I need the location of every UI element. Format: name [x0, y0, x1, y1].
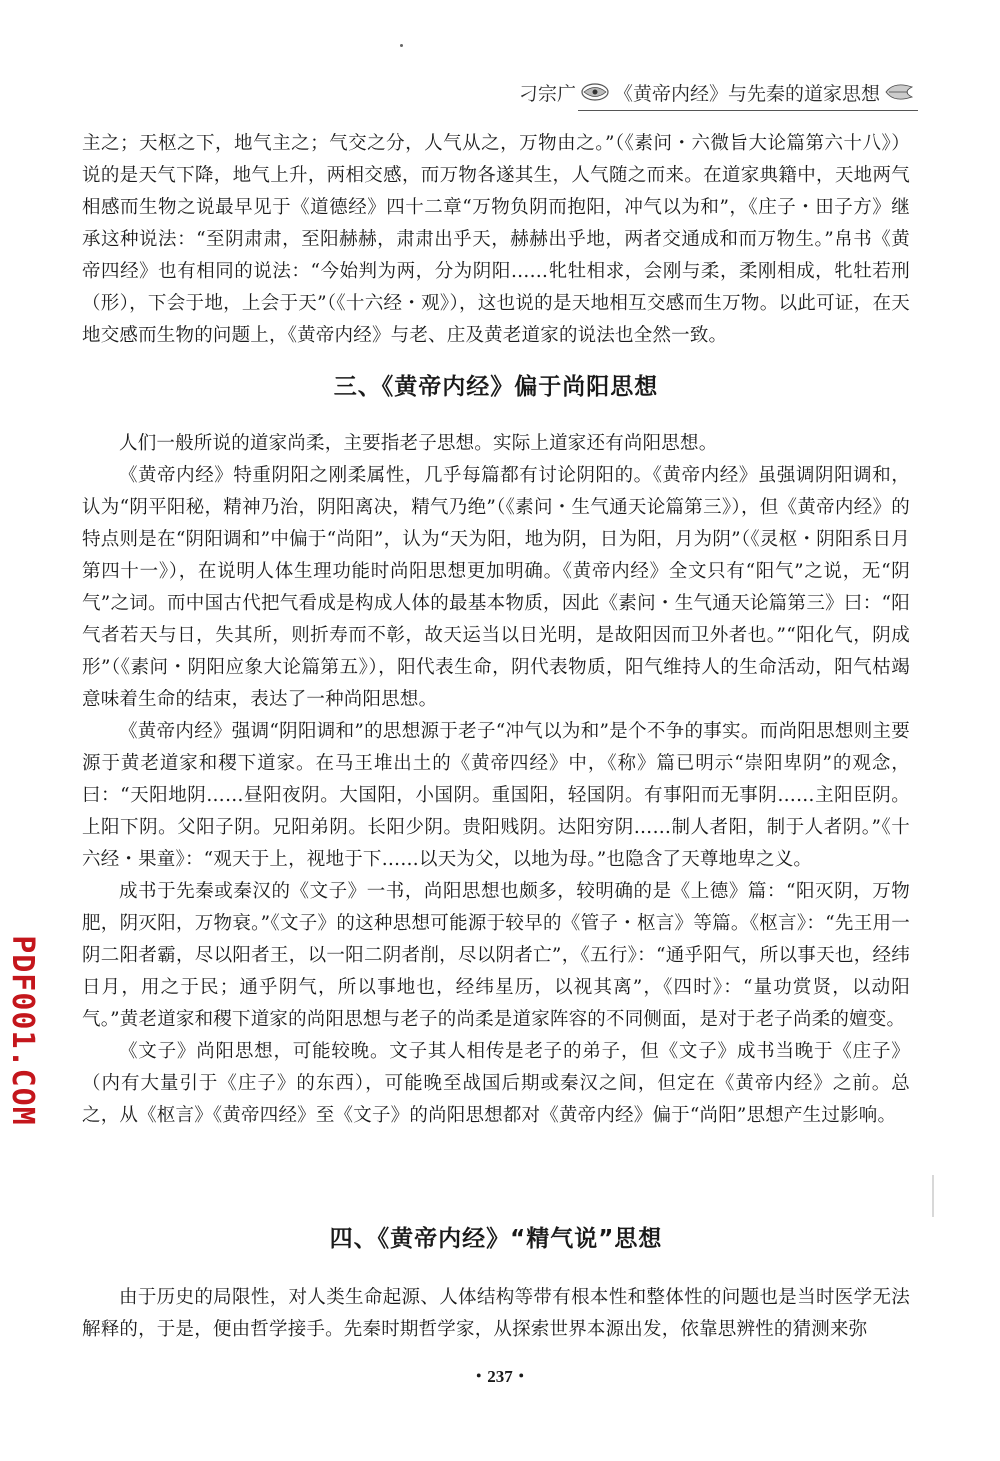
opening-paragraphs: [82, 128, 910, 352]
header-rule: [578, 110, 918, 111]
paragraph: 主之；天枢之下，地气主之；气交之分，人气从之，万物由之。”（《素问・六微旨大论篇第六十八》）说的是天气下降，地气上升，两相交感，而万物各遂其生，人气随之而来。在道家典籍中，天地两气相感而生物之说最早见于《道德经》四十二章“万物负阴而抱阳，冲气以为和”，《庄子・田子方》继承这种说法：“至阴肃肃，至阳赫赫，肃肃出乎天，赫赫出乎地，两者交通成和而万物生。”帛书《黄帝四经》也有相同的说法：“今始判为两，分为阴阳……牝牡相求，会刚与柔，柔刚相成，牝牡若刑（形），下会于地，上会于天”（《十六经・观》），这也说的是天地相互交感而生万物。以此可证，在天地交感而生物的问题上，《黄帝内经》与老、庄及黄老道家的说法也全然一致。: [82, 133, 910, 346]
watermark: [2, 935, 42, 1125]
paragraph: 《黄帝内经》强调“阴阳调和”的思想源于老子“冲气以为和”是个不争的事实。而尚阳思想则主要源于黄老道家和稷下道家。在马王堆出土的《黄帝四经》中，《称》篇已明示“崇阳卑阴”的观念，曰：“天阳地阴……昼阳夜阴。大国阳，小国阴。重国阳，轻国阴。有事阳而无事阴……主阳臣阴。上阳下阴。父阳子阴。兄阳弟阴。长阳少阴。贵阳贱阴。达阳穷阴……制人者阳，制于人者阴。”《十六经・果童》：“观天于上，视地于下……以天为父，以地为母。”也隐含了天尊地卑之义。: [82, 721, 910, 870]
page-number: ・237・: [470, 1367, 530, 1386]
section-4-body: [82, 1282, 910, 1346]
section-3-body: [82, 428, 910, 1132]
watermark-text: PDF001.COM: [4, 934, 40, 1126]
paragraph: 成书于先秦或秦汉的《文子》一书，尚阳思想也颇多，较明确的是《上德》篇：“阳灭阴，万物肥，阴灭阳，万物衰。”《文子》的这种思想可能源于较早的《管子・枢言》等篇。《枢言》：“先王用一阴二阳者霸，尽以阳者王，以一阳二阴者削，尽以阴者亡”，《五行》：“通乎阳气，所以事天也，经纬日月，用之于民；通乎阴气，所以事地也，经纬星历，以视其离”，《四时》：“量功赏贤，以动阳气。”黄老道家和稷下道家的尚阳思想与老子的尚柔是道家阵容的不同侧面，是对于老子尚柔的嬗变。: [82, 881, 910, 1030]
leaf-ornament-icon: [580, 81, 610, 103]
paragraph: 人们一般所说的道家尚柔，主要指老子思想。实际上道家还有尚阳思想。: [119, 433, 718, 454]
paragraph: 《文子》尚阳思想，可能较晚。文子其人相传是老子的弟子，但《文子》成书当晚于《庄子》（内有大量引于《庄子》的东西），可能晚至战国后期或秦汉之间，但定在《黄帝内经》之前。总之，从《枢言》《黄帝四经》至《文子》的尚阳思想都对《黄帝内经》偏于“尚阳”思想产生过影响。: [82, 1041, 910, 1126]
paragraph: 《黄帝内经》特重阴阳之刚柔属性，几乎每篇都有讨论阴阳的。《黄帝内经》虽强调阴阳调和，认为“阴平阳秘，精神乃治，阴阳离决，精气乃绝”（《素问・生气通天论篇第三》），但《黄帝内经》的特点则是在“阴阳调和”中偏于“尚阳”，认为“天为阳，地为阴，日为阳，月为阴”（《灵枢・阴阳系日月第四十一》），在说明人体生理功能时尚阳思想更加明确。《黄帝内经》全文只有“阳气”之说，无“阴气”之词。而中国古代把气看成是构成人体的最基本物质，因此《素问・生气通天论篇第三》曰：“阳气者若天与日，失其所，则折寿而不彰，故天运当以日光明，是故阳因而卫外者也。”“阳化气，阴成形”（《素问・阴阳应象大论篇第五》），阳代表生命，阴代表物质，阳气维持人的生命活动，阳气枯竭意味着生命的结束，表达了一种尚阳思想。: [82, 465, 910, 710]
section-heading: 四、《黄帝内经》“精气说”思想: [329, 1226, 663, 1252]
scan-speck: [400, 44, 403, 47]
leaf-ornament-icon: [884, 81, 914, 103]
header-author: 刁宗广: [518, 82, 576, 105]
header-title: 《黄帝内经》与先秦的道家思想: [613, 82, 880, 105]
running-header: [470, 72, 918, 112]
paragraph: 由于历史的局限性，对人类生命起源、人体结构等带有根本性和整体性的问题也是当时医学无法解释的，于是，便由哲学接手。先秦时期哲学家，从探索世界本源出发，依靠思辨性的猜测来弥: [82, 1287, 910, 1340]
scan-mark: [932, 1175, 934, 1217]
section-heading: 三、《黄帝内经》偏于尚阳思想: [333, 374, 659, 400]
